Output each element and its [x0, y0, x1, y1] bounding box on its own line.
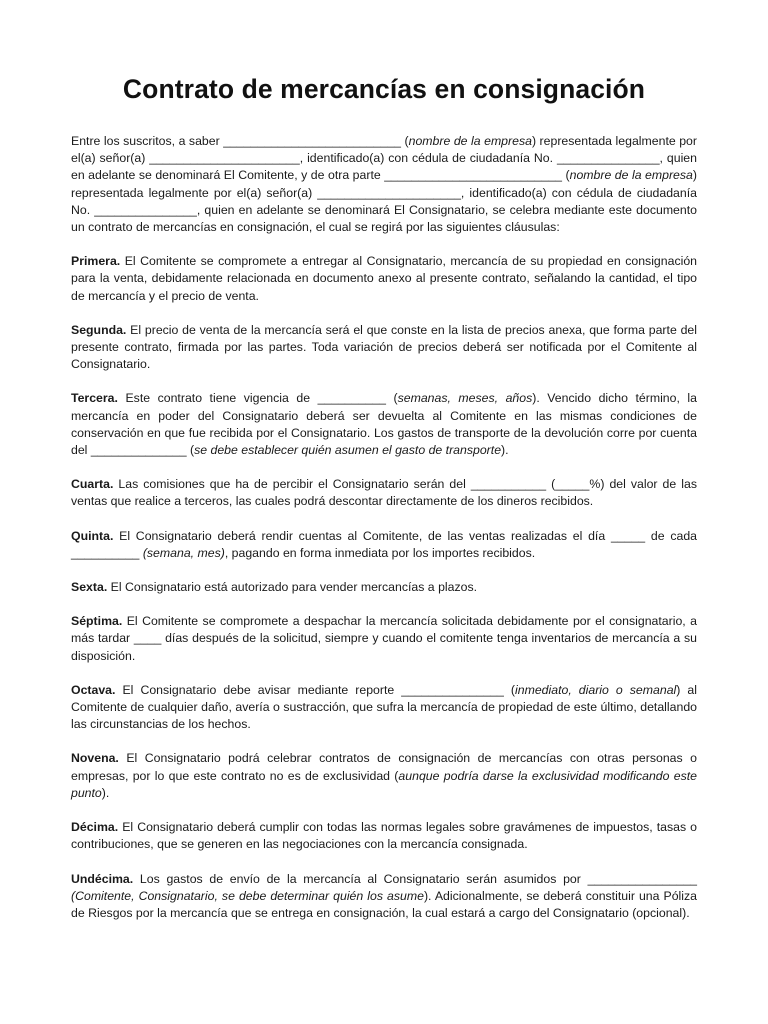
clause-heading: Novena. [71, 751, 119, 766]
clause-text: ). Adicionalmente, se deberá constituir una Póliza de Riesgos por la mercancía que se entrega en consignación, la cual estará a cargo del Consignatario (opcional). [71, 888, 697, 920]
clause-text: Entre los suscritos, a saber __________________________ ( [71, 134, 409, 148]
clause-octava [71, 682, 697, 734]
clause-cuarta [71, 476, 697, 510]
clause-text: El Comitente se compromete a entregar al Consignatario, mercancía de su propiedad en consignación para la venta, debidamente relacionada en documento anexo al presente contrato, señalando la cantidad, el tipo de mercancía y el precio de venta. [71, 254, 697, 303]
clause-text: ) representada legalmente por el(a) señor(a) _____________________, identificado(a) con cédula de ciudadanía No. _______________, quien en adelante se denominará El Consignatario, se celebra mediante este documento un contrato de mercancías en consignación, el cual se regirá por las siguientes cláusulas: [71, 168, 697, 235]
clause-heading: Quinta. [71, 528, 114, 543]
clause-segunda [71, 322, 697, 374]
clause-intro [71, 133, 697, 236]
clause-italic-note: nombre de la empresa [569, 168, 693, 183]
clause-heading: Décima. [71, 820, 119, 835]
clause-primera [71, 253, 697, 305]
clause-quinta [71, 528, 697, 562]
clause-text: El precio de venta de la mercancía será el que conste en la lista de precios anexa, que forma parte del presente contrato, firmada por las partes. Toda variación de precios deberá ser notificada por el Comitente al Consignatario. [71, 322, 697, 372]
clause-text: ) representada legalmente por el(a) señor(a) ______________________, identificado(a) con cédula de ciudadanía No. _______________, quien en adelante se denominará El Comitente, y de otra parte __________________________ ( [71, 134, 697, 183]
clause-heading: Tercera. [71, 391, 118, 406]
clause-italic-note: inmediato, diario o semanal [515, 682, 677, 697]
clause-italic-note: (semana, mes) [142, 545, 225, 560]
clause-text: ). [101, 785, 110, 800]
clause-text: El Consignatario debe avisar mediante reporte _______________ ( [115, 682, 515, 697]
clause-septima [71, 613, 697, 665]
clause-tercera [71, 390, 697, 459]
clause-heading: Séptima. [71, 614, 123, 629]
clause-italic-note: semanas, meses, años [397, 391, 533, 406]
clause-text: Las comisiones que ha de percibir el Consignatario serán del ___________ (_____%) del valor de las ventas que realice a terceros, las cuales podrá descontar directamente de los dineros recibidos. [71, 477, 697, 509]
clause-text: ). [501, 443, 509, 458]
clause-italic-note: aunque podría darse la exclusividad modificando este punto [71, 768, 698, 800]
clause-text: El Consignatario deberá rendir cuentas al Comitente, de las ventas realizadas el día _____ de cada __________ [71, 528, 697, 560]
clause-decima [71, 819, 697, 853]
clause-text: El Consignatario deberá cumplir con todas las normas legales sobre gravámenes de impuestos, tasas o contribuciones, que se generen en las negociaciones con la mercancía consignada. [71, 820, 697, 852]
clause-heading: Cuarta. [71, 477, 114, 492]
clause-heading: Primera. [71, 254, 121, 269]
clause-text: , pagando en forma inmediata por los importes recibidos. [224, 545, 536, 560]
clause-heading: Octava. [71, 682, 116, 697]
clause-text: El Consignatario está autorizado para vender mercancías a plazos. [107, 580, 478, 595]
clause-text: El Comitente se compromete a despachar la mercancía solicitada debidamente por el consignatario, a más tardar ____ días después de la solicitud, siempre y cuando el comitente tenga inventarios de mercancía a su disposición. [71, 614, 697, 663]
clause-undecima [71, 871, 697, 923]
clause-sexta [71, 579, 697, 596]
page-title: Contrato de mercancías en consignación [122, 74, 646, 104]
clause-heading: Undécima. [71, 871, 134, 886]
clause-heading: Sexta. [71, 580, 108, 595]
clause-italic-note: se debe establecer quién asumen el gasto de transporte [194, 443, 502, 458]
clause-text: Este contrato tiene vigencia de __________ ( [117, 391, 398, 406]
clause-text: ) al Comitente de cualquier daño, avería o sustracción, que sufra la mercancía de propiedad de este último, detallando las circunstancias de los hechos. [71, 682, 697, 732]
contract-body [71, 133, 697, 922]
clause-italic-note: nombre de la empresa [408, 134, 532, 148]
clause-text: Los gastos de envío de la mercancía al Consignatario serán asumidos por ________________ [133, 871, 697, 886]
clause-novena [71, 750, 697, 802]
clause-italic-note: (Comitente, Consignatario, se debe determinar quién los asume [71, 888, 424, 903]
clause-text: El Consignatario podrá celebrar contratos de consignación de mercancías con otras personas o empresas, por lo que este contrato no es de exclusividad ( [71, 751, 697, 783]
clause-text: ). Vencido dicho término, la mercancía en poder del Consignatario deberá ser devuelta al Comitente en las mismas condiciones de conservación en que fue recibida por el Consignatario. Los gastos de transporte de la devolución corre por cuenta del ______________ ( [71, 391, 697, 458]
clause-heading: Segunda. [71, 322, 127, 337]
